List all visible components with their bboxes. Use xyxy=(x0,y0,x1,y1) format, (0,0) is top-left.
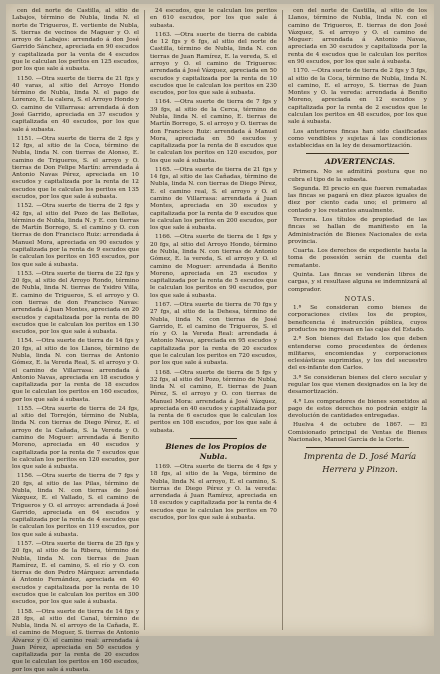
imprint-line-2: Herrera y Pinzon. xyxy=(288,464,427,475)
paragraph: 1154. —Otra suerte de tierra de 14 fgs y 20 fgs, al sitio de los Llanos, término de Nubla, linda N. con tierras de Antonio Gómez, E. la Vereda Real, S. el arroyo y O. el camino de Villarrasa: arrendada á Antonio Navas, apreciada en 18 escudos y capitalizada por la renta de 18 escudos que le calculan los peritos en 160 escudos, por los que sale á subasta. xyxy=(12,338,139,404)
paragraph: Tercera. Los títulos de propiedad de las fincas se hallan de manifiesto en la Administración de Bienes Nacionales de esta provincia. xyxy=(288,217,427,246)
paragraph: 1168. —Otra suerte de tierra de 5 fgs y 32 fgs, al sitio del Pozo, término de Nubla, linda N. el camino, E. tierras de Juan Pérez, S. el arroyo y O. con tierras de Manuel Mora: arrendada á José Vázquez, apreciada en 40 escudos y capitalizada por la renta de 6 escudos que le calculan los peritos en 108 escudos, por los que sale á subasta. xyxy=(150,370,277,436)
paragraph: Quinta. Las fincas se venderán libres de cargas, y si resultase alguna se indemnizará al comprador. xyxy=(288,272,427,294)
paragraph: 1170. —Otra suerte de tierra de 2 fgs y 5 fgs, al sitio de la Coca, término de Nubla, linda N. el camino, E. el arroyo, S. tierras de Juan Montes y O. la vereda: arrendada á Benito Moreno, apreciada en 12 escudos y capitalizada por la renta de 2 escudos que le calculan los peritos en 48 escudos, por los que sale á subasta. xyxy=(288,68,427,126)
paragraph: Huelva 4 de octubre de 1867. — El Comisionado principal de Ventas de Bienes Nacionales, Manuel García de la Corte. xyxy=(288,422,427,444)
column-left xyxy=(12,8,139,630)
paragraph: 1152. —Otra suerte de tierra de 2 fgs y 42 fgs, al sitio del Pozo de las Bellotas, término de Nubla, linda N. y E. con tierras de Martín Borrego, S. el camino y O. con tierras de don Francisco Ruiz: arrendada á Manuel Mora, apreciada en 90 escudos y capitalizada por la renta de 9 escudos que le calculan los peritos en 165 escudos, por los que sale á subasta. xyxy=(12,203,139,269)
paragraph: cen del norte de Castilla, al sitio de los Llanos, término de Nubla, linda N. con el camino de Trigueros, E. tierras de don José Vázquez, S. el arroyo y O. el camino de Moguer: arrendada á Antonio Navas, apreciada en 30 escudos y capitalizada por la renta de 4 escudos que le calculan los peritos en 90 escudos, por los que sale á subasta. xyxy=(288,8,427,66)
section-rule xyxy=(306,447,409,448)
paragraph: 4.ª Los compradores de bienes sometidos al pago de estos derechos no podrán exigir la devolución de cantidades entregadas. xyxy=(288,399,427,421)
paragraph: Segunda. El precio en que fueren rematadas las fincas se pagará en diez plazos iguales de diez por ciento cada uno; el primero al contado y los restantes anualmente. xyxy=(288,186,427,215)
paragraph: 2.ª Son bienes del Estado los que deben entenderse como procedentes de órdenes militares, encomiendas y corporaciones eclesiásticas suprimidas, y los del secuestro del ex-infante don Carlos. xyxy=(288,336,427,372)
section-rule xyxy=(190,438,237,439)
paragraph: Cuarta. Los derechos de expediente hasta la toma de posesión serán de cuenta del rematante. xyxy=(288,248,427,270)
column-divider xyxy=(282,10,283,630)
paragraph: 1150. —Otra suerte de tierra de 21 fgs y 40 varas, al sitio del Arroyo Hondo término de Nubla, linda N. el pago de Lorenzo, E. la calera, S. el Arroyo Hondo y O. camino de Villarrasa: arrendada á don José Garrido, apreciada en 37 escudos y capitalizada en 40 escudos, por los que sale á subasta. xyxy=(12,76,139,134)
paragraph: 1164. —Otra suerte de tierra de 7 fgs y 39 fgs, al sitio de la Cerca, término de Nubla, linda N. el camino, E. tierras de Martín Borrego, S. el arroyo y O. tierras de don Francisco Ruiz: arrendada á Manuel Mora, apreciada en 50 escudos y capitalizada por la renta de 8 escudos que le calculan los peritos en 120 escudos, por los que sale á subasta. xyxy=(150,99,277,165)
section-heading-propios: Bienes de los Propios de Nubla. xyxy=(150,442,277,462)
paragraph: Los anteriores fincas han sido clasificadas como vendibles y sujetas á las condiciones establecidas en la ley de desamortización. xyxy=(288,129,427,151)
paragraph: Primera. No se admitirá postura que no cubra el tipo de la subasta. xyxy=(288,169,427,184)
paragraph: cen del norte de Castilla, al sitio de Labajos, término de Nubla, linda N. el norte de Trigueros, E. vertiente de Nubla, S. tierras de vecinos de Maguer y O. el arroyo de Labajos: arrendado á don José Garrido Sánchez, apreciada en 90 escudos y capitalizada por la venta de 4 escudos que le calculan los peritos en 125 escudos, por los que sale á subasta. xyxy=(12,8,139,74)
paragraph: 1155. —Otra suerte de tierra de 24 fgs, al sitio del Torrejón, término de Nubla, linda N. con tierras de Diego Pérez, E. el arroyo de la Cañada, S. la Vereda y O. camino de Moguer: arrendada á Benito Moreno, apreciada en 40 escudos y capitalizada por la renta de 7 escudos que le calculan los peritos en 120 escudos, por los que sale á subasta. xyxy=(12,406,139,472)
paragraph: 1169. —Otra suerte de tierra de 4 fgs y 18 fgs, al sitio de la Vega, término de Nubla, linda N. el arroyo, E. el camino, S. tierras de Diego Pérez y O. la vereda: arrendada á Juan Ramírez, apreciada en 18 escudos y capitalizada por la renta de 4 escudos que le calculan los peritos en 70 escudos, por los que sale á subasta. xyxy=(150,464,277,522)
paragraph: 1157. —Otra suerte de tierra de 25 fgs y 20 fgs, al sitio de la Ribera, término de Nubla, linda N. con tierras de Juan Ramírez, E. el camino, S. el río y O. con tierras de don Pedro Márquez: arrendada á Antonio Fernández, apreciada en 40 escudos y capitalizada por la renta de 10 escudos que le calculan los peritos en 300 escudos, por los que sale á subasta. xyxy=(12,541,139,607)
section-heading-notas: NOTAS. xyxy=(288,296,427,303)
paragraph: 1165. —Otra suerte de tierra de 21 fgs y 14 fgs, al sitio de las Cañadas, término de Nubla, linda N. con tierras de Diego Pérez, E. el camino real, S. el arroyo y O. el camino de Villarrasa: arrendada á Juan Montes, apreciada en 30 escudos y capitalizada por la renta de 9 escudos que le calculan los peritos en 200 escudos, por los que sale á subasta. xyxy=(150,167,277,233)
paragraph: 3.ª Se consideran bienes del clero secular y regular los que vienen designados en la ley de desamortización. xyxy=(288,375,427,397)
paragraph: 1158. —Otra suerte de tierra de 14 fgs y 28 fgs, al sitio del Canal, término de Nubla, linda N. el arroyo de la Cañada, E. el camino de Moguer, S. tierras de Antonio Álvarez y O. el camino real: arrendada á Juan Pérez, apreciada en 50 escudos y capitalizada por la renta de 20 escudos que le calculan los peritos en 160 escudos, por los que sale á subasta. xyxy=(12,609,139,674)
paragraph: 1163. —Otra suerte de tierra de cabida de 12 fgs y 6 fgs, al sitio del norte de Castilla, término de Nubla, linda N. con tierras de Juan Ramírez, E. la vereda, S. el arroyo y O. el camino de Trigueros: arrendada á José Vázquez, apreciada en 50 escudos y capitalizada por la renta de 10 escudos que le calculan los peritos en 230 escudos, por los que sale á subasta. xyxy=(150,32,277,98)
imprint-line-1: Imprenta de D. José María xyxy=(288,451,427,462)
paragraph: 1156. —Otra suerte de tierra de 7 fgs y 20 fgs, al sitio de las Pilas, término de Nubla, linda N. con tierras de José Vázquez, E. el Vallado, S. el camino de Trigueros y O. el arroyo: arrendada á José Garrido, apreciada en 64 escudos y capitalizada por la renta de 4 escudos que le calculan los peritos en 119 escudos, por los que sale á subasta. xyxy=(12,473,139,539)
paragraph: 24 escudos, que le calculan los peritos en 610 escudos, por los que sale á subasta. xyxy=(150,8,277,30)
paragraph: 1167. —Otra suerte de tierra de 70 fgs y 27 fgs, al sitio de la Dehesa, término de Nubla, linda N. con tierras de José Garrido, E. el camino de Trigueros, S. el río y O. la Vereda Real: arrendada á Antonio Navas, apreciada en 95 escudos y capitalizada por la renta de 20 escudos que le calculan los peritos en 720 escudos, por los que sale á subasta. xyxy=(150,302,277,368)
column-divider xyxy=(144,10,145,630)
column-middle xyxy=(150,8,277,630)
paragraph: 1153. —Otra suerte de tierra de 22 fgs y 20 fgs, al sitio del Arroyo Rondo, término de Nubla, linda N. tierras de Ysidro Villa, E. camino de Trigueros, S. el arroyo y O. con tierras de don Francisco Navas: arrendada á Juan Montes, apreciada en 20 escudos y capitalizada por la renta de 80 escudos que le calculan los peritos en 130 escudos, por los que sale á subasta. xyxy=(12,271,139,337)
newspaper-page xyxy=(6,4,434,636)
paragraph: 1.ª Se consideran como bienes de corporaciones civiles los de propios, beneficencia é instrucción pública, cuyos productos no ingresan en las cajas del Estado. xyxy=(288,305,427,334)
section-heading-advertencias: ADVERTENCIAS. xyxy=(288,157,427,167)
paragraph: 1166. —Otra suerte de tierra de 1 fgs y 20 fgs, al sitio del Arroyo Hondo, término de Nubla, linda N. con tierras de Antonio Gómez, E. la vereda, S. el arroyo y O. el camino de Moguer: arrendada á Benito Moreno, apreciada en 25 escudos y capitalizada por la renta de 5 escudos que le calculan los peritos en 90 escudos, por los que sale á subasta. xyxy=(150,234,277,300)
section-rule xyxy=(306,153,409,154)
paragraph: 1151. —Otra suerte de tierra de 2 fgs y 12 fgs, al sitio de la Coca, término de Nubla, linda N. con tierras de Alonso, E. camino de Trigueros, S. el arroyo y O. tierras de Don Felipe Martín: arrendada á Antonio Navas Pérez, apreciada en 10 escudos y capitalizada por la renta de 12 escudos que le calculan los peritos en 135 escudos, por los que sale á subasta. xyxy=(12,136,139,202)
column-right xyxy=(288,8,427,630)
